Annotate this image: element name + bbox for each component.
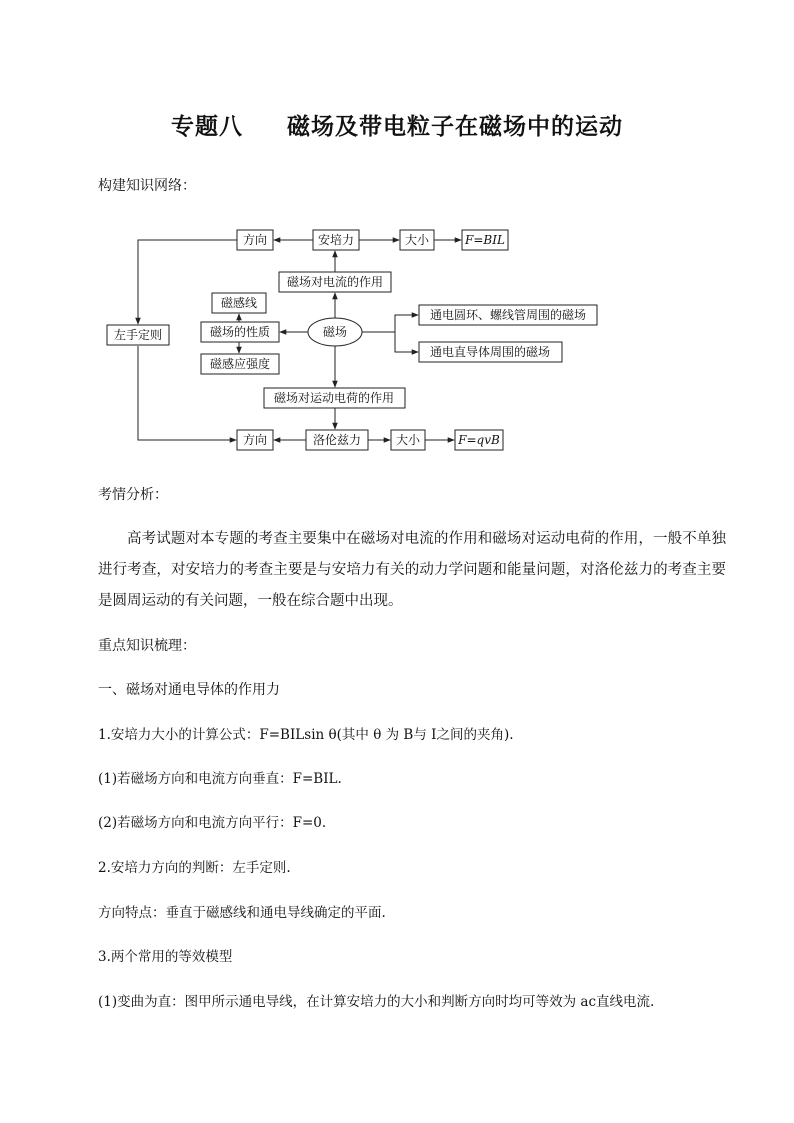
heading-1: 一、磁场对通电导体的作用力 — [98, 682, 280, 698]
label-field: 磁场 — [322, 325, 348, 339]
label-ring-solenoid: 通电圆环、螺线管周围的磁场 — [429, 308, 587, 322]
title-part1: 专题八 — [171, 113, 243, 140]
label-size-top: 大小 — [404, 233, 430, 247]
label-field-on-current: 磁场对电流的作用 — [286, 275, 384, 289]
label-dir-bottom: 方向 — [242, 433, 268, 447]
label-left-hand-rule: 左手定则 — [113, 328, 163, 342]
analysis-paragraph: 高考试题对本专题的考查主要集中在磁场对电流的作用和磁场对运动电荷的作用，一般不单独进行考查，对安培力的考查主要是与安培力有关的动力学问题和能量问题，对洛伦兹力的考查主要是圆周运动的有关问题，一般在综合题中出现。 — [98, 531, 726, 609]
label-field-property: 磁场的性质 — [209, 325, 271, 339]
item-2: 2.安培力方向的判断：左手定则. — [98, 860, 291, 876]
item-1-1: (1)若磁场方向和电流方向垂直：F=BIL. — [98, 771, 342, 787]
label-f-qvb: F=qvB — [458, 433, 500, 447]
label-f-bil: F=BIL — [465, 233, 505, 247]
knowledge-network-diagram — [0, 0, 794, 470]
item-2-note: 方向特点：垂直于磁感线和通电导线确定的平面. — [98, 905, 386, 921]
label-lorentz-force: 洛伦兹力 — [312, 433, 362, 447]
label-induction-lines: 磁感线 — [220, 296, 258, 310]
label-size-bottom: 大小 — [395, 433, 421, 447]
item-1-2: (2)若磁场方向和电流方向平行：F=0. — [98, 815, 327, 831]
section-analysis-heading: 考情分析： — [98, 487, 168, 503]
label-field-on-charge: 磁场对运动电荷的作用 — [273, 391, 395, 405]
section-key-points-heading: 重点知识梳理： — [98, 638, 196, 654]
item-3-1: (1)变曲为直：图甲所示通电导线，在计算安培力的大小和判断方向时均可等效为 ac直线电流. — [98, 994, 655, 1010]
label-straight-wire: 通电直导体周围的磁场 — [429, 345, 551, 359]
section-network-heading: 构建知识网络： — [98, 178, 196, 194]
label-ampere-force: 安培力 — [317, 233, 355, 247]
title-part2: 磁场及带电粒子在磁场中的运动 — [287, 113, 623, 140]
item-3: 3.两个常用的等效模型 — [98, 949, 233, 965]
item-1: 1.安培力大小的计算公式：F=BILsin θ(其中 θ 为 B与 I之间的夹角). — [98, 727, 514, 743]
label-dir-top: 方向 — [242, 233, 268, 247]
label-field-strength: 磁感应强度 — [209, 357, 271, 371]
